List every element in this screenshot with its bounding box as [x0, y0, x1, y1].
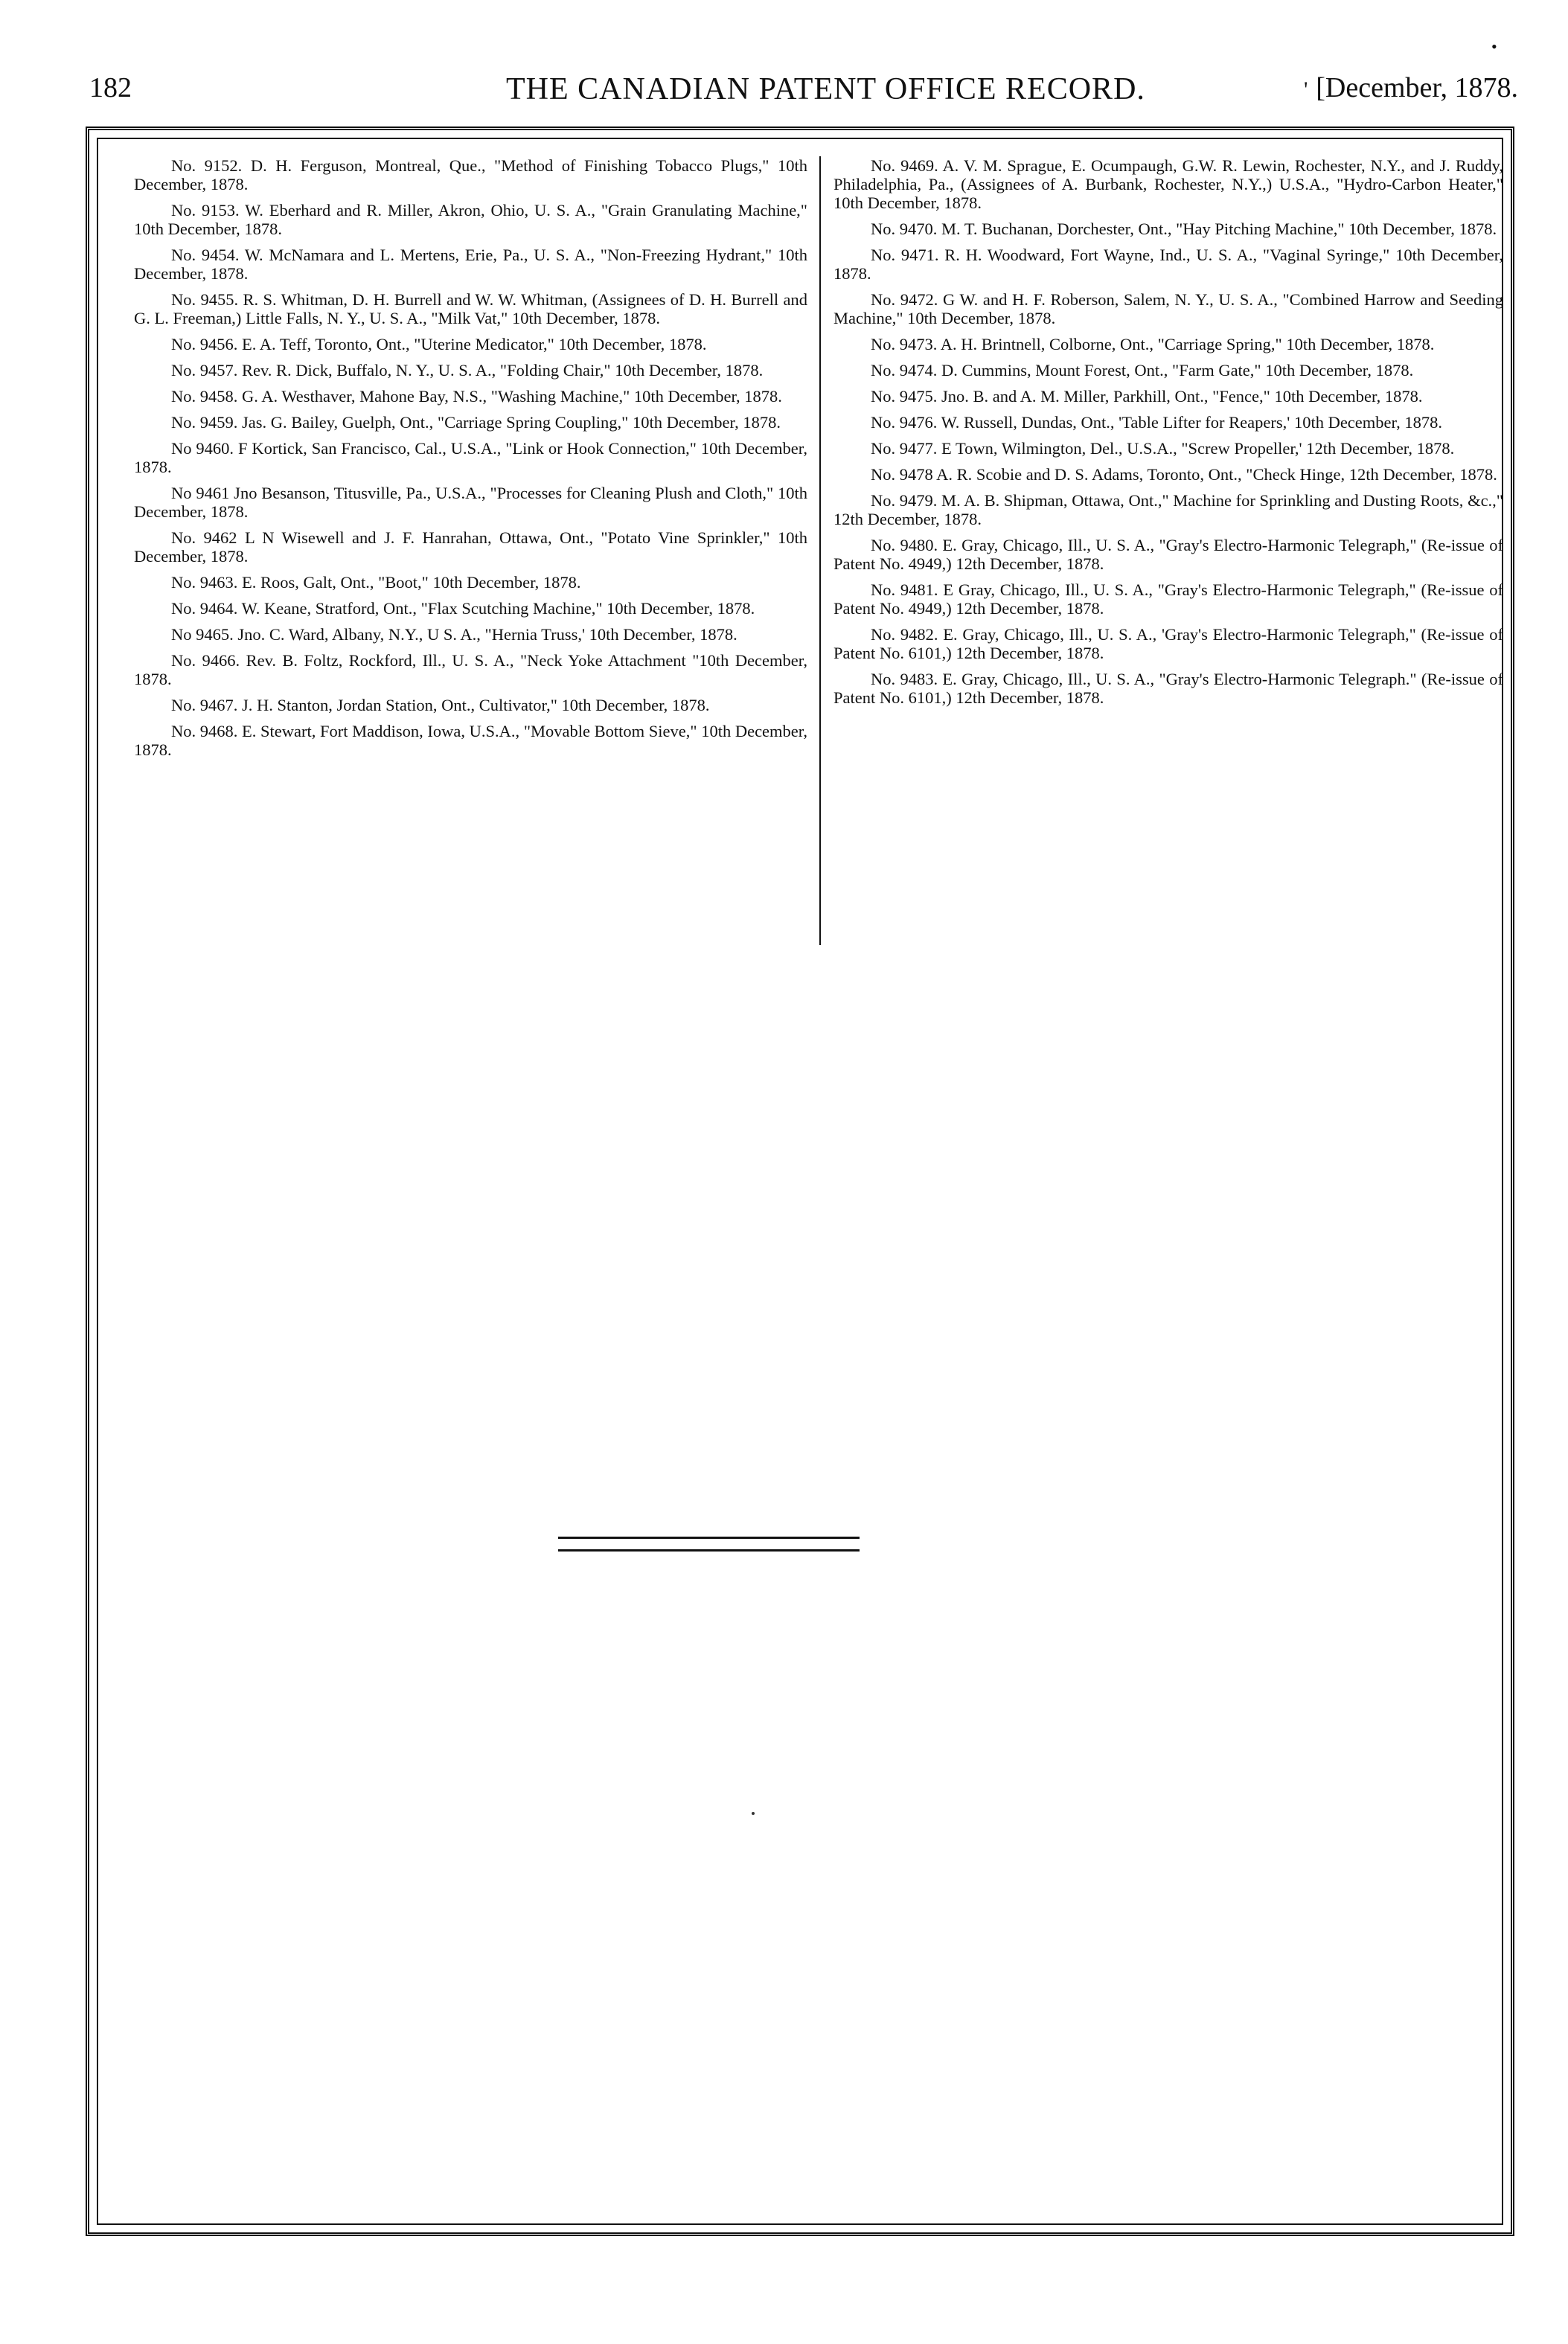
page-number: 182: [89, 72, 132, 103]
ink-speck: [752, 1812, 755, 1815]
running-title: THE CANADIAN PATENT OFFICE RECORD.: [506, 72, 1145, 106]
patent-entry: No. 9458. G. A. Westhaver, Mahone Bay, N.S., "Washing Machine," 10th December, 1878.: [171, 387, 782, 406]
patent-entry: No 9465. Jno. C. Ward, Albany, N.Y., U S. A., "Hernia Truss,' 10th December, 1878.: [171, 625, 737, 644]
patent-entry: No. 9463. E. Roos, Galt, Ont., "Boot," 10th December, 1878.: [171, 573, 581, 592]
patent-entry: No. 9468. E. Stewart, Fort Maddison, Iowa, U.S.A., "Movable Bottom Sieve," 10th December, 1878.: [134, 722, 807, 759]
patent-entry: No. 9479. M. A. B. Shipman, Ottawa, Ont.," Machine for Sprinkling and Dusting Roots, &c.," 12th December, 1878.: [833, 491, 1503, 528]
patent-entry: No. 9472. G W. and H. F. Roberson, Salem, N. Y., U. S. A., "Combined Harrow and Seeding Machine," 10th December, 1878.: [833, 290, 1503, 327]
closing-double-rule: [558, 1537, 860, 1552]
page-header: [89, 71, 1518, 116]
patent-entry: No. 9459. Jas. G. Bailey, Guelph, Ont., "Carriage Spring Coupling," 10th December, 1878.: [171, 413, 781, 432]
patent-entry: No. 9464. W. Keane, Stratford, Ont., "Flax Scutching Machine," 10th December, 1878.: [171, 599, 755, 618]
patent-entry: No. 9483. E. Gray, Chicago, Ill., U. S. A., "Gray's Electro-Harmonic Telegraph." (Re-issue of Patent No. 6101,) 12th December, 1878.: [833, 670, 1503, 707]
patent-entry: No. 9462 L N Wisewell and J. F. Hanrahan, Ottawa, Ont., "Potato Vine Sprinkler," 10th December, 1878.: [134, 528, 807, 566]
patent-entry: No. 9469. A. V. M. Sprague, E. Ocumpaugh, G.W. R. Lewin, Rochester, N.Y., and J. Ruddy, Philadelphia, Pa., (Assignees of A. Burbank, Rochester, N.Y.,) U.S.A., "Hydro-Carbon Heater," 10th December, 1878.: [833, 156, 1503, 212]
patent-entry: No. 9456. E. A. Teff, Toronto, Ont., "Uterine Medicator," 10th December, 1878.: [171, 335, 707, 353]
page-frame: [86, 127, 1514, 2236]
patent-entry: No. 9482. E. Gray, Chicago, Ill., U. S. A., 'Gray's Electro-Harmonic Telegraph," (Re-issue of Patent No. 6101,) 12th December, 1878.: [833, 625, 1503, 662]
patent-entry: No. 9153. W. Eberhard and R. Miller, Akron, Ohio, U. S. A., "Grain Granulating Machine," 10th December, 1878.: [134, 201, 807, 238]
patent-entry: No. 9466. Rev. B. Foltz, Rockford, Ill., U. S. A., "Neck Yoke Attachment "10th December, 1878.: [134, 651, 807, 688]
patent-entry: No. 9152. D. H. Ferguson, Montreal, Que., "Method of Finishing Tobacco Plugs," 10th December, 1878.: [134, 156, 807, 193]
patent-entry: No. 9476. W. Russell, Dundas, Ont., 'Table Lifter for Reapers,' 10th December, 1878.: [871, 413, 1442, 432]
patent-entry: No. 9467. J. H. Stanton, Jordan Station, Ont., Cultivator," 10th December, 1878.: [171, 696, 710, 714]
patent-entry: No. 9480. E. Gray, Chicago, Ill., U. S. A., "Gray's Electro-Harmonic Telegraph," (Re-issue of Patent No. 4949,) 12th December, 1878.: [833, 536, 1503, 573]
column-divider: [819, 156, 821, 945]
patent-entry: No. 9470. M. T. Buchanan, Dorchester, Ont., "Hay Pitching Machine," 10th December, 1878.: [871, 220, 1497, 238]
patent-entry: No. 9475. Jno. B. and A. M. Miller, Parkhill, Ont., "Fence," 10th December, 1878.: [871, 387, 1423, 406]
issue-date: [December, 1878.: [1316, 72, 1518, 103]
patent-entry: No. 9471. R. H. Woodward, Fort Wayne, Ind., U. S. A., "Vaginal Syringe," 10th December, 1878.: [833, 246, 1503, 283]
patent-entry: No. 9473. A. H. Brintnell, Colborne, Ont., "Carriage Spring," 10th December, 1878.: [871, 335, 1435, 353]
patent-entry: No. 9457. Rev. R. Dick, Buffalo, N. Y., U. S. A., "Folding Chair," 10th December, 1878.: [171, 361, 764, 380]
patent-entry: No. 9474. D. Cummins, Mount Forest, Ont., "Farm Gate," 10th December, 1878.: [871, 361, 1414, 380]
stray-dot: •: [1491, 37, 1497, 56]
patent-entry: No. 9477. E Town, Wilmington, Del., U.S.A., "Screw Propeller,' 12th December, 1878.: [871, 439, 1455, 458]
patent-entry: No. 9481. E Gray, Chicago, Ill., U. S. A., "Gray's Electro-Harmonic Telegraph," (Re-issue of Patent No. 4949,) 12th December, 1878.: [833, 580, 1503, 618]
patent-entry: No. 9454. W. McNamara and L. Mertens, Erie, Pa., U. S. A., "Non-Freezing Hydrant," 10th December, 1878.: [134, 246, 807, 283]
patent-entry: No. 9455. R. S. Whitman, D. H. Burrell and W. W. Whitman, (Assignees of D. H. Burrell and G. L. Freeman,) Little Falls, N. Y., U. S. A., "Milk Vat," 10th December, 1878.: [134, 290, 807, 327]
stray-mark: ': [1304, 77, 1308, 102]
patent-entry: No 9461 Jno Besanson, Titusville, Pa., U.S.A., "Processes for Cleaning Plush and Cloth," 10th December, 1878.: [134, 484, 807, 521]
left-column: [134, 156, 807, 766]
patent-entry: No 9460. F Kortick, San Francisco, Cal., U.S.A., "Link or Hook Connection," 10th December, 1878.: [134, 439, 807, 476]
right-column: [833, 156, 1503, 714]
patent-entry: No. 9478 A. R. Scobie and D. S. Adams, Toronto, Ont., "Check Hinge, 12th December, 1878.: [871, 465, 1497, 484]
